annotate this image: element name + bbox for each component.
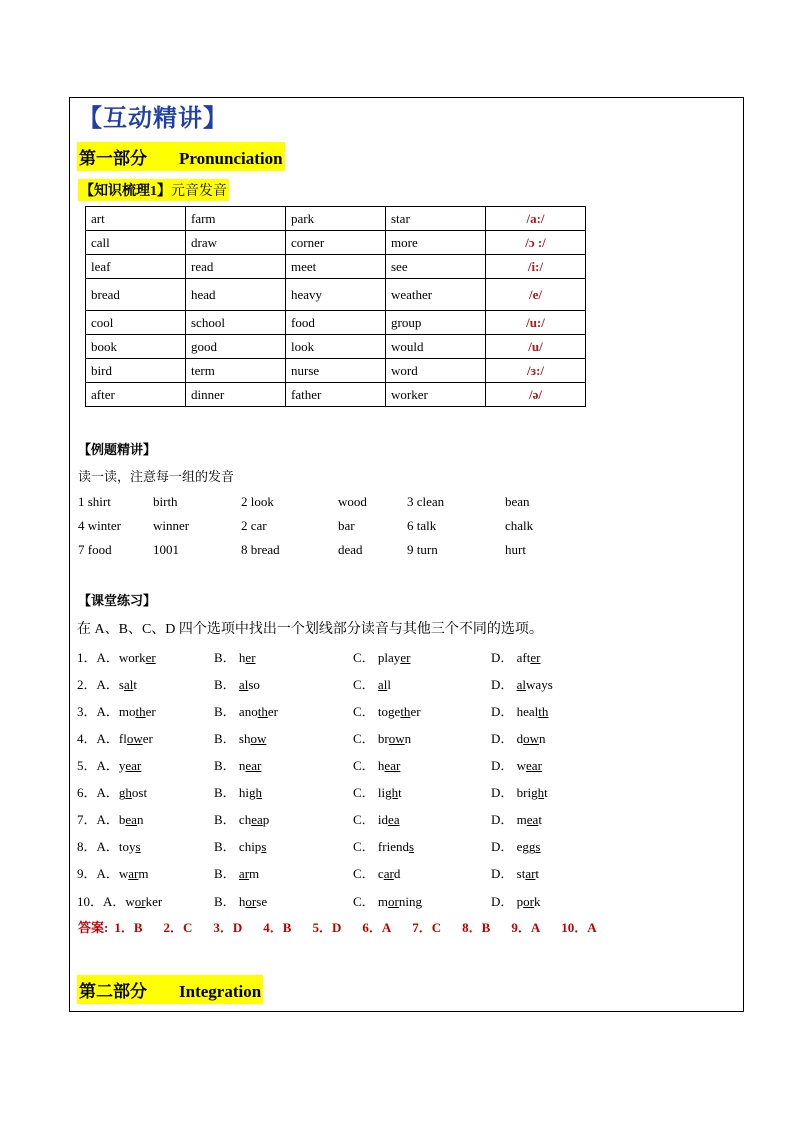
question-number: 3．A． [77,704,119,719]
phoneme-cell: /e/ [486,279,586,311]
knowledge-topic: 元音发音 [171,184,227,199]
example-word: 8 bread [241,542,280,557]
example-word: 1 shirt [78,494,111,509]
question-option-b: B． chips [214,839,267,854]
phoneme-cell: /u/ [486,335,586,359]
question-option-a: 1．A．worker [77,650,156,665]
part1-en: Pronunciation [179,149,283,168]
answer-item: 6．A [362,920,392,935]
question-option-d: D． always [491,677,553,692]
word-cell: look [286,335,386,359]
word-cell: head [186,279,286,311]
word-cell: draw [186,231,286,255]
part2-en: Integration [179,982,262,1001]
answer-item: 10．A [561,920,597,935]
question-number: 1．A． [77,650,119,665]
word-cell: after [86,383,186,407]
question-option-a: 4．A．flower [77,731,153,746]
example-word: 1001 [153,542,179,557]
word-cell: heavy [286,279,386,311]
question-number: 6．A． [77,785,119,800]
example-word: 2 look [241,494,274,509]
part1-heading [77,142,285,171]
question-option-a: 10．A．worker [77,894,163,909]
vowel-table-row [86,311,586,335]
question-option-d: D． wear [491,758,542,773]
part2-heading [77,975,263,1004]
question-option-a: 3．A．mother [77,704,156,719]
question-option-a: 5．A．year [77,758,142,773]
question-option-d: D． start [491,866,540,881]
example-word: hurt [505,542,526,557]
question-option-b: B． another [214,704,278,719]
question-option-b: B． also [214,677,260,692]
vowel-table-row [86,231,586,255]
example-word: wood [338,494,367,509]
word-cell: bird [86,359,186,383]
word-cell: weather [386,279,486,311]
answer-item: 3．D [213,920,243,935]
word-cell: word [386,359,486,383]
part2-cn: 第二部分 [79,982,147,1001]
word-cell: worker [386,383,486,407]
question-option-a: 7．A．bean [77,812,144,827]
word-cell: art [86,207,186,231]
question-option-a: 6．A．ghost [77,785,148,800]
example-word: dead [338,542,363,557]
word-cell: call [86,231,186,255]
question-option-c: C． card [353,866,401,881]
example-word: winner [153,518,190,533]
question-option-c: C． all [353,677,391,692]
vowel-table-row [86,279,586,311]
word-cell: food [286,311,386,335]
word-cell: term [186,359,286,383]
word-cell: see [386,255,486,279]
question-number: 4．A． [77,731,119,746]
example-instruction: 读一读，注意每一组的发音 [78,469,235,484]
question-option-b: B． high [214,785,263,800]
example-word: chalk [505,518,534,533]
example-word: 2 car [241,518,267,533]
word-cell: would [386,335,486,359]
answer-item: 7．C [412,920,442,935]
question-option-b: B． show [214,731,267,746]
example-header: 【例题精讲】 [78,442,157,457]
word-cell: park [286,207,386,231]
phoneme-cell: /u:/ [486,311,586,335]
example-word: bean [505,494,530,509]
phoneme-cell: /ə/ [486,383,586,407]
answer-item: 1．B [114,920,143,935]
question-option-c: C． brown [353,731,412,746]
word-cell: farm [186,207,286,231]
question-option-d: D． health [491,704,549,719]
vowel-table-row [86,383,586,407]
question-option-c: C． player [353,650,411,665]
phoneme-cell: /ɔ :/ [486,231,586,255]
vowel-table-row [86,255,586,279]
question-option-b: B． horse [214,894,268,909]
question-option-d: D． pork [491,894,541,909]
word-cell: corner [286,231,386,255]
question-number: 2．A． [77,677,119,692]
word-cell: school [186,311,286,335]
answer-line [78,917,597,936]
question-option-d: D． after [491,650,541,665]
word-cell: more [386,231,486,255]
question-option-b: B． her [214,650,256,665]
practice-instruction: 在 A、B、C、D 四个选项中找出一个划线部分读音与其他三个不同的选项。 [77,622,543,637]
question-option-c: C． light [353,785,402,800]
question-option-b: B． cheap [214,812,270,827]
question-option-b: B． near [214,758,262,773]
example-word: 4 winter [78,518,121,533]
word-cell: cool [86,311,186,335]
practice-header: 【课堂练习】 [78,593,157,608]
question-option-c: C． friends [353,839,415,854]
example-word: 9 turn [407,542,438,557]
question-option-d: D． meat [491,812,542,827]
answer-item: 2．C [163,920,193,935]
question-option-c: C． hear [353,758,401,773]
question-number: 9．A． [77,866,119,881]
word-cell: read [186,255,286,279]
question-number: 7．A． [77,812,119,827]
answer-item: 4．B [263,920,292,935]
question-option-c: C． idea [353,812,400,827]
word-cell: nurse [286,359,386,383]
word-cell: book [86,335,186,359]
word-cell: bread [86,279,186,311]
example-word: bar [338,518,355,533]
vowel-table-row [86,207,586,231]
question-number: 5．A． [77,758,119,773]
question-option-d: D． eggs [491,839,541,854]
question-option-d: D． bright [491,785,548,800]
question-option-c: C． morning [353,894,423,909]
page-title: 【互动精讲】 [78,104,228,132]
word-cell: good [186,335,286,359]
question-number: 10．A． [77,894,126,909]
question-option-d: D． down [491,731,546,746]
phoneme-cell: /a:/ [486,207,586,231]
phoneme-cell: /ɜ:/ [486,359,586,383]
answer-item: 5．D [312,920,342,935]
vowel-table-row [86,335,586,359]
knowledge-label: 【知识梳理1】 [80,184,171,199]
question-option-a: 9．A．warm [77,866,149,881]
example-word: 6 talk [407,518,437,533]
question-option-b: B． arm [214,866,260,881]
question-option-a: 8．A．toys [77,839,141,854]
word-cell: dinner [186,383,286,407]
question-number: 8．A． [77,839,119,854]
knowledge-heading [78,179,229,201]
word-cell: meet [286,255,386,279]
word-cell: father [286,383,386,407]
question-option-c: C． together [353,704,421,719]
answer-label: 答案: [78,920,109,935]
vowel-table-row [86,359,586,383]
example-word: birth [153,494,178,509]
example-word: 7 food [78,542,112,557]
phoneme-cell: /i:/ [486,255,586,279]
word-cell: star [386,207,486,231]
word-cell: leaf [86,255,186,279]
part1-cn: 第一部分 [79,149,147,168]
vowel-table [85,206,586,407]
answer-item: 9．A [511,920,541,935]
example-word: 3 clean [407,494,445,509]
question-option-a: 2．A．salt [77,677,137,692]
answer-item: 8．B [462,920,491,935]
word-cell: group [386,311,486,335]
